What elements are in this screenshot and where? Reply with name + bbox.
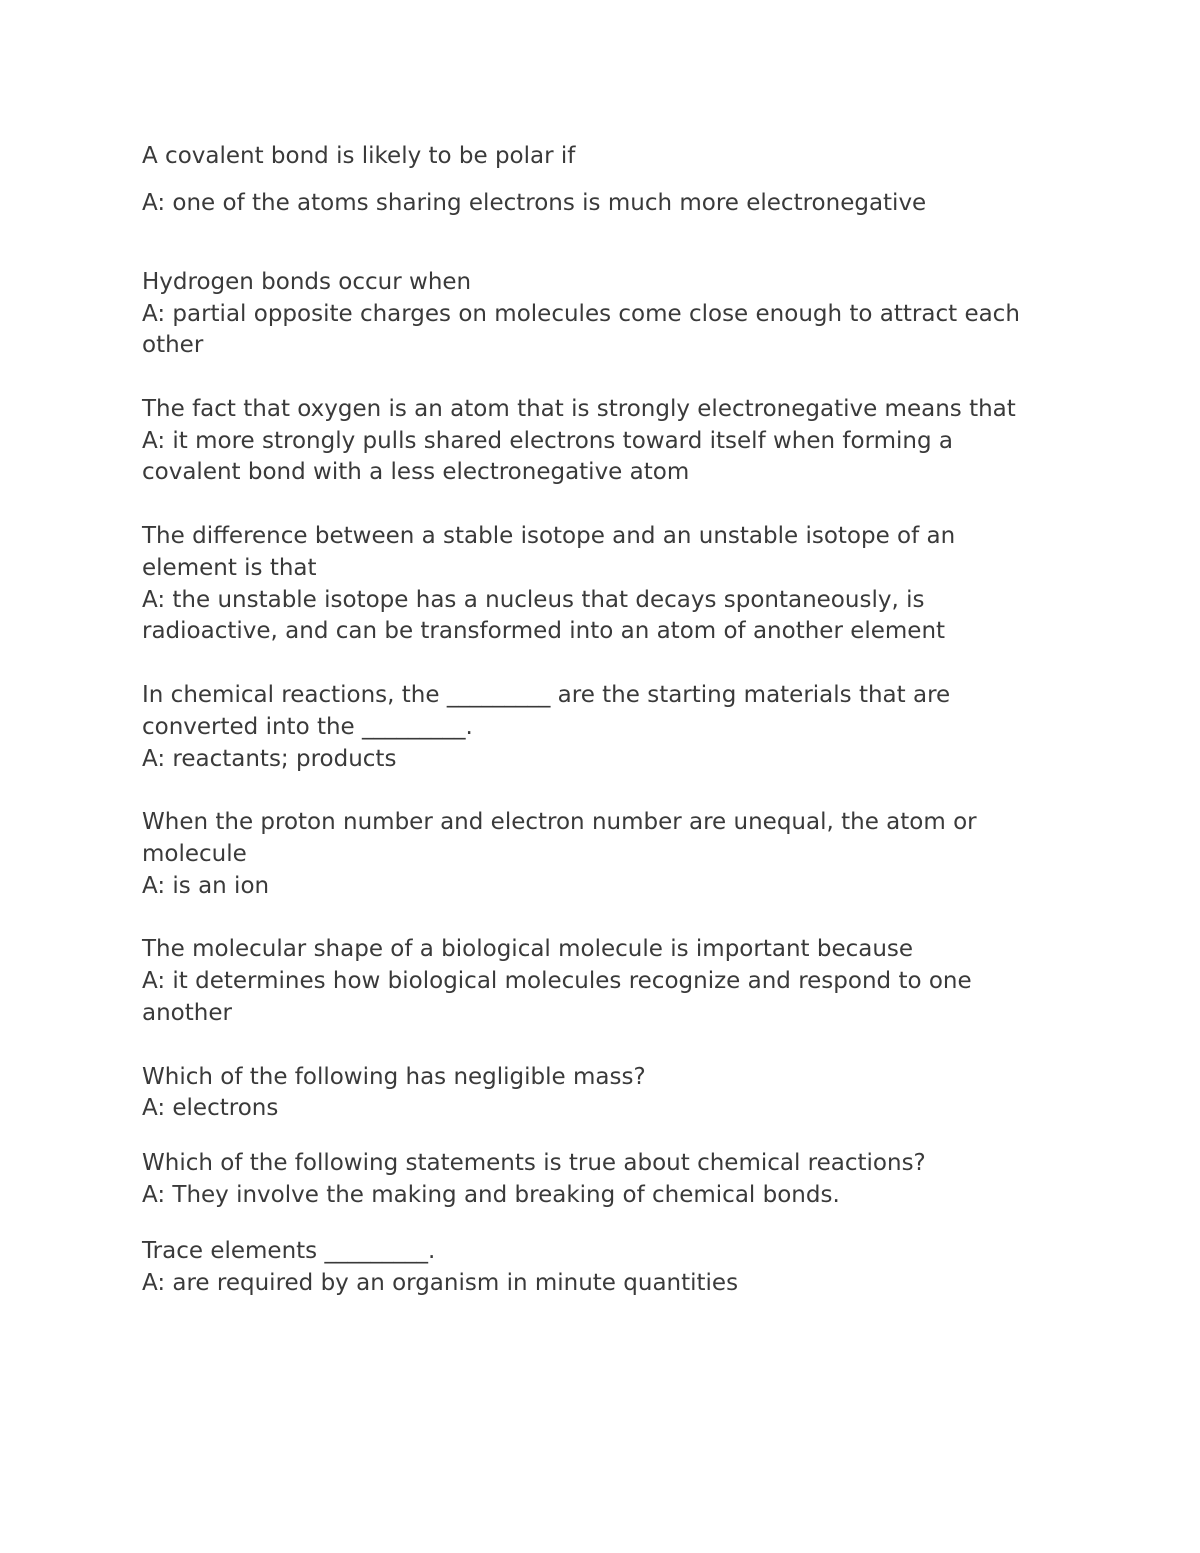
answer-2-line-1: A: partial opposite charges on molecules come close enough to attract each xyxy=(142,301,1020,327)
question-5-line-1: In chemical reactions, the _________ are the starting materials that are xyxy=(142,682,951,708)
answer-10-line-1: A: are required by an organism in minute quantities xyxy=(142,1270,739,1296)
question-10-line-1: Trace elements _________. xyxy=(142,1238,436,1264)
answer-2-line-2: other xyxy=(142,332,204,358)
answer-4-line-2: radioactive, and can be transformed into an atom of another element xyxy=(142,618,946,644)
answer-4-line-1: A: the unstable isotope has a nucleus that decays spontaneously, is xyxy=(142,587,925,613)
question-5-line-2: converted into the _________. xyxy=(142,714,473,740)
question-1-line-1: A covalent bond is likely to be polar if xyxy=(142,143,576,169)
answer-1-line-1: A: one of the atoms sharing electrons is much more electronegative xyxy=(142,190,927,216)
question-6-line-1: When the proton number and electron number are unequal, the atom or xyxy=(142,809,977,835)
answer-7-line-1: A: it determines how biological molecules recognize and respond to one xyxy=(142,968,972,994)
answer-5-line-1: A: reactants; products xyxy=(142,746,397,772)
question-8-line-1: Which of the following has negligible mass? xyxy=(142,1064,646,1090)
question-2-line-1: Hydrogen bonds occur when xyxy=(142,269,472,295)
question-9-line-1: Which of the following statements is true about chemical reactions? xyxy=(142,1150,926,1176)
answer-8-line-1: A: electrons xyxy=(142,1095,279,1121)
answer-6-line-1: A: is an ion xyxy=(142,873,270,899)
answer-9-line-1: A: They involve the making and breaking of chemical bonds. xyxy=(142,1182,840,1208)
question-6-line-2: molecule xyxy=(142,841,247,867)
question-7-line-1: The molecular shape of a biological molecule is important because xyxy=(142,936,914,962)
answer-3-line-1: A: it more strongly pulls shared electrons toward itself when forming a xyxy=(142,428,953,454)
question-4-line-1: The difference between a stable isotope and an unstable isotope of an xyxy=(142,523,956,549)
answer-7-line-2: another xyxy=(142,1000,232,1026)
question-3-line-1: The fact that oxygen is an atom that is strongly electronegative means that xyxy=(142,396,1016,422)
question-4-line-2: element is that xyxy=(142,555,317,581)
answer-3-line-2: covalent bond with a less electronegative atom xyxy=(142,459,690,485)
